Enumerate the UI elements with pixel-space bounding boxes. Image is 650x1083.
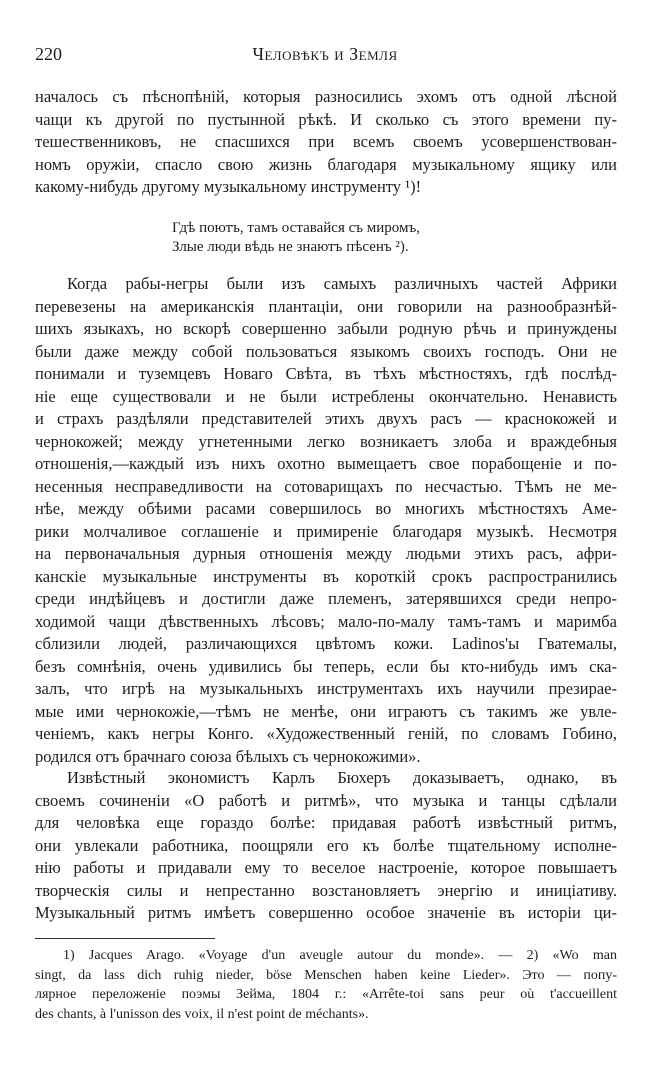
text-line: своемъ сочиненіи «О работѣ и ритмѣ», что музыка и танцы сдѣлали — [35, 790, 617, 810]
page-number: 220 — [35, 44, 62, 64]
text-line: нію работы и придавали ему то веселое настроеніе, которое повышаетъ — [35, 858, 617, 877]
verse-line: Гдѣ поютъ, тамъ оставайся съ миромъ, — [172, 220, 421, 236]
text-line: сблизили людей, различающихся цвѣтомъ кожи. Ladinos'ы Гватемалы, — [35, 634, 617, 653]
text-line: чащи къ другой по пустынной рѣкѣ. И сколько съ этого времени пу- — [35, 109, 617, 129]
verse-line: Злые люди вѣдь не знаютъ пѣсенъ ²). — [172, 239, 409, 255]
text-line: перевезены на американскія плантаціи, они говорили на разнообразнѣй- — [35, 296, 617, 316]
text-line: Извѣстный экономистъ Карлъ Бюхеръ доказываетъ, однако, въ — [67, 768, 617, 787]
text-line: были даже между собой пользоваться языкомъ своихъ господъ. Они не — [35, 341, 617, 361]
text-line: тешественниковъ, не спасшихся при всемъ своемъ усовершенствован- — [35, 132, 617, 151]
text-line: мые ими чернокожіе,—тѣмъ не менѣе, они играютъ съ такимъ же увле- — [35, 701, 617, 721]
text-line: они увлекали работника, поощряли его къ болѣе тщательному исполне- — [35, 835, 617, 855]
text-line: Когда рабы-негры были изъ самыхъ различныхъ частей Африки — [67, 274, 617, 293]
text-line: какому-нибудь другому музыкальному инструменту ¹)! — [35, 177, 422, 196]
text-line: среди индѣйцевъ и достигли даже племенъ, затерявшихся среди непро- — [35, 589, 617, 608]
text-line: безъ сомнѣнія, очень удивились бы теперь, если бы кто-нибудь имъ ска- — [35, 656, 617, 676]
text-line: ченіемъ, какъ негры Конго. «Художественный геній, по словамъ Гобино, — [35, 724, 617, 743]
footnote-line: des chants, à l'unisson des voix, il n'est point de méchants». — [35, 1006, 369, 1022]
text-line: на первоначальныя дурныя отношенія между людьми этихъ расъ, афри- — [35, 544, 617, 563]
text-line: номъ оружіи, спасло свою жизнь благодаря музыкальному ящику или — [35, 154, 617, 174]
text-line: канскіе музыкальные инструменты въ короткій срокъ распространились — [35, 566, 617, 586]
text-line: несенныя несправедливости на сотоварищахъ по несчастью. Тѣмъ не ме- — [35, 476, 617, 496]
text-line: понимали и туземцевъ Новаго Свѣта, въ тѣхъ мѣстностяхъ, гдѣ послѣд- — [35, 364, 617, 383]
text-line: отношенія,—каждый изъ нихъ охотно вымещаетъ свое порабощеніе и по- — [35, 454, 617, 473]
text-line: родился отъ брачнаго союза бѣлыхъ съ чернокожими». — [35, 746, 421, 766]
text-line: чернокожей; между угнетенными легко возникаетъ злоба и враждебныя — [35, 431, 617, 451]
text-line: и страхъ раздѣляли представителей этихъ двухъ расъ — краснокожей и — [35, 409, 617, 428]
footnote-line: лярное переложеніе поэмы Зейма, 1804 г.: «Arrête-toi sans peur où t'accueillent — [35, 987, 617, 1002]
text-line: для человѣка еще гораздо болѣе: придавая работѣ извѣстный ритмъ, — [35, 813, 617, 832]
footnote-line: singt, da lass dich ruhig nieder, böse Menschen haben keine Lieder». Это — попу- — [35, 967, 617, 983]
text-line: ніе еще существовали и не были истреблены окончательно. Ненависть — [35, 386, 617, 406]
text-line: началось съ пѣснопѣній, которыя разносились эхомъ отъ одной лѣсной — [35, 87, 617, 106]
footnote-line: 1) Jacques Arago. «Voyage d'un aveugle autour du monde». — 2) «Wo man — [63, 948, 617, 963]
text-line: ходимой чащи дѣвственныхъ лѣсовъ; мало-по-малу тамъ-тамъ и маримба — [35, 611, 617, 631]
text-line: шихъ языкахъ, но вскорѣ совершенно забыли родную рѣчь и принуждены — [35, 319, 617, 338]
text-line: рики молчаливое соглашеніе и примиреніе благодаря музыкѣ. Несмотря — [35, 521, 617, 541]
text-line: Музыкальный ритмъ имѣетъ совершенно особое значеніе въ исторіи ци- — [35, 903, 617, 922]
footnote-divider — [35, 938, 215, 939]
running-title: Человѣкъ и Земля — [252, 44, 398, 64]
text-line: нѣе, между обѣими расами совершилось во многихъ мѣстностяхъ Аме- — [35, 499, 617, 518]
text-line: творческія силы и непрестанно возстановляетъ энергію и иниціативу. — [35, 880, 617, 900]
text-line: залъ, что игрѣ на музыкальныхъ инструментахъ ихъ научили презирае- — [35, 679, 617, 698]
